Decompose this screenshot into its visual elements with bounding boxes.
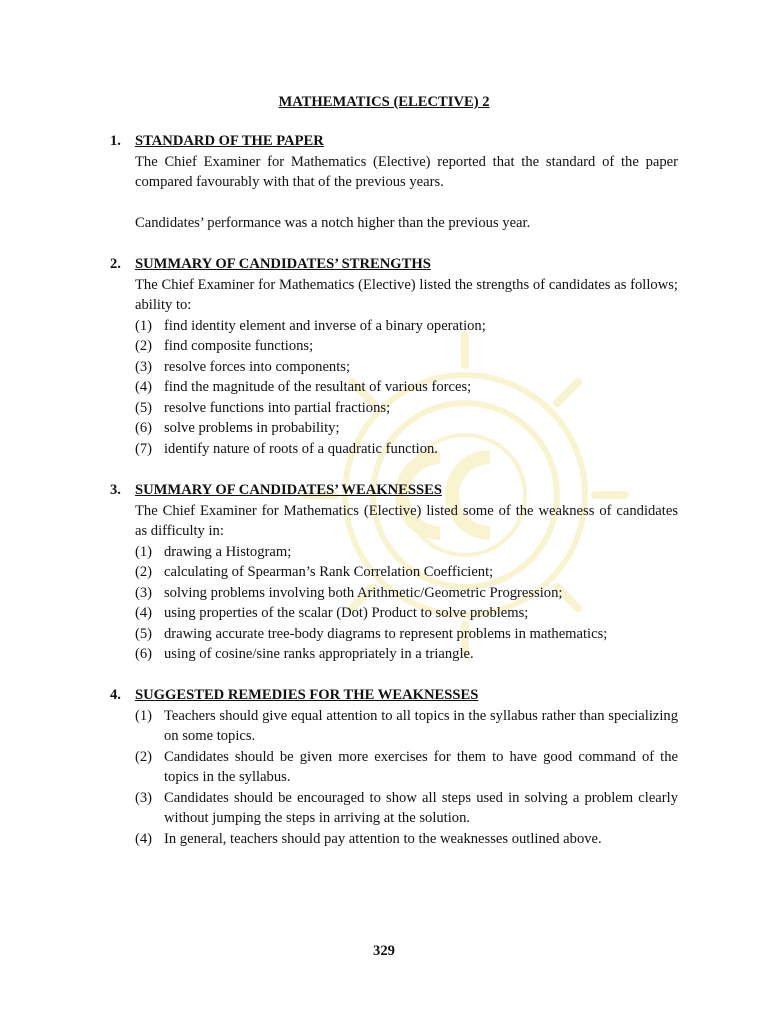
item-text: solving problems involving both Arithmetic/Geometric Progression; xyxy=(164,584,563,601)
item-text: calculating of Spearman’s Rank Correlation Coefficient; xyxy=(164,564,494,580)
item-number: (4) xyxy=(135,605,153,621)
section-standard xyxy=(110,131,678,234)
section-heading xyxy=(110,131,678,152)
list-item xyxy=(135,583,678,604)
item-number: (5) xyxy=(135,625,153,642)
section-body xyxy=(135,152,678,234)
list-item xyxy=(135,418,678,439)
list-item xyxy=(135,644,678,665)
item-text: using properties of the scalar (Dot) Product to solve problems; xyxy=(164,605,529,621)
item-text: solve problems in probability; xyxy=(164,420,340,436)
section-heading xyxy=(110,685,678,706)
item-number: (1) xyxy=(135,317,153,334)
item-number: (6) xyxy=(135,646,153,662)
list-item xyxy=(135,788,678,829)
section-body xyxy=(135,706,678,850)
section-title: SUMMARY OF CANDIDATES’ WEAKNESSES xyxy=(135,482,442,498)
list-item xyxy=(135,747,678,788)
list-item xyxy=(135,316,678,337)
item-number: (7) xyxy=(135,440,153,457)
item-text: identify nature of roots of a quadratic function. xyxy=(164,440,438,457)
item-text: resolve forces into components; xyxy=(164,358,351,375)
section-number: 4. xyxy=(110,687,121,703)
section-number: 3. xyxy=(110,482,121,498)
item-text: Candidates should be encouraged to show all steps used in solving a problem clearly without jumping the steps in arriving at the solution. xyxy=(164,789,678,826)
item-text: drawing a Histogram; xyxy=(164,543,292,560)
paragraph: The Chief Examiner for Mathematics (Elective) reported that the standard of the paper compared favourably with that of the previous years. xyxy=(135,153,678,190)
item-text: find composite functions; xyxy=(164,338,314,354)
item-number: (3) xyxy=(135,789,153,806)
section-weaknesses xyxy=(110,480,678,665)
list-item xyxy=(135,706,678,747)
item-number: (3) xyxy=(135,584,153,601)
item-number: (1) xyxy=(135,543,153,560)
list-item xyxy=(135,336,678,357)
item-number: (4) xyxy=(135,379,153,395)
item-text: resolve functions into partial fractions; xyxy=(164,399,391,416)
item-number: (2) xyxy=(135,564,153,580)
item-number: (2) xyxy=(135,338,153,354)
section-heading xyxy=(110,254,678,275)
section-intro: The Chief Examiner for Mathematics (Elective) listed the strengths of candidates as follows; ability to: xyxy=(135,276,678,313)
item-number: (3) xyxy=(135,358,153,375)
item-number: (5) xyxy=(135,399,153,416)
list-item xyxy=(135,562,678,583)
item-text: find identity element and inverse of a binary operation; xyxy=(164,317,486,334)
item-text: drawing accurate tree-body diagrams to represent problems in mathematics; xyxy=(164,625,608,642)
page-number: 329 xyxy=(373,943,395,959)
item-number: (2) xyxy=(135,748,153,765)
list-item xyxy=(135,603,678,624)
section-body xyxy=(135,501,678,665)
section-title: SUMMARY OF CANDIDATES’ STRENGTHS xyxy=(135,256,431,272)
list-item xyxy=(135,829,678,850)
section-intro: The Chief Examiner for Mathematics (Elective) listed some of the weakness of candidates as difficulty in: xyxy=(135,502,678,539)
list-item xyxy=(135,357,678,378)
item-text: Teachers should give equal attention to all topics in the syllabus rather than specializing on some topics. xyxy=(164,707,678,744)
list-item xyxy=(135,377,678,398)
list-item xyxy=(135,542,678,563)
list-item xyxy=(135,624,678,645)
section-number: 1. xyxy=(110,133,121,149)
section-title: STANDARD OF THE PAPER xyxy=(135,133,324,149)
item-number: (4) xyxy=(135,830,153,847)
weaknesses-list xyxy=(135,542,678,665)
item-text: find the magnitude of the resultant of various forces; xyxy=(164,379,472,395)
section-body xyxy=(135,275,678,460)
document-title: MATHEMATICS (ELECTIVE) 2 xyxy=(278,94,490,110)
paragraph: Candidates’ performance was a notch higher than the previous year. xyxy=(135,215,531,231)
item-number: (1) xyxy=(135,707,153,724)
list-item xyxy=(135,398,678,419)
item-number: (6) xyxy=(135,420,153,436)
item-text: Candidates should be given more exercises for them to have good command of the topics in the syllabus. xyxy=(164,748,678,785)
section-strengths xyxy=(110,254,678,459)
item-text: In general, teachers should pay attention to the weaknesses outlined above. xyxy=(164,830,602,847)
strengths-list xyxy=(135,316,678,460)
remedies-list xyxy=(135,706,678,850)
section-heading xyxy=(110,480,678,501)
section-title: SUGGESTED REMEDIES FOR THE WEAKNESSES xyxy=(135,687,479,703)
list-item xyxy=(135,439,678,460)
section-remedies xyxy=(110,685,678,849)
item-text: using of cosine/sine ranks appropriately in a triangle. xyxy=(164,646,474,662)
section-number: 2. xyxy=(110,256,121,272)
